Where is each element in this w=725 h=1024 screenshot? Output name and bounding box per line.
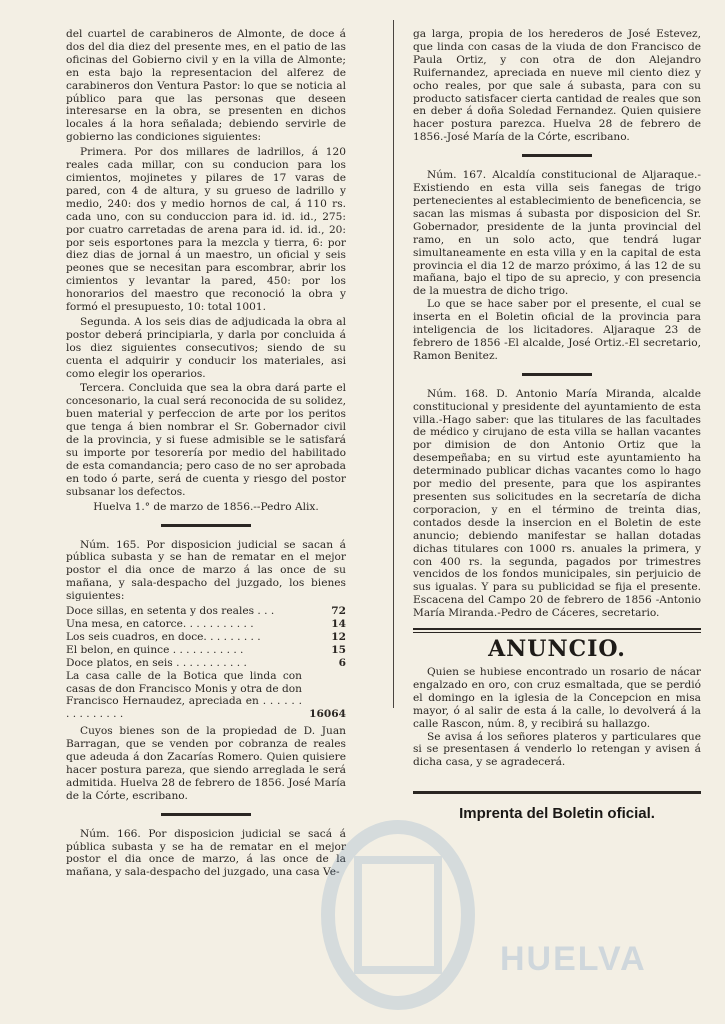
notice-166-continued: ga larga, propia de los herederos de José Estevez, que linda con casas de la viuda de don Francisco de Paula Ortiz, y con otra de don Alejandro Ruifernandez, apreciada en nueve mil ciento diez y ocho reales, por que sale á subasta, para con su producto satisfacer cierta cantidad de reales que son en deber á doña Soledad Fernandez. Quien quisiere hacer postura parezca. Huelva 28 de febrero de 1856.-José María de la Córte, escribano. bbox=[413, 28, 701, 144]
column-divider bbox=[393, 20, 394, 708]
section-rule bbox=[161, 524, 251, 527]
casa-label: La casa calle de la Botica que linda con casas de don Francisco Monis y otra de don Francisco Hernaudez, apreciada en . . . . . . . . . . . . . . . bbox=[66, 669, 302, 721]
left-column bbox=[66, 28, 346, 879]
notice-165-intro: Núm. 165. Por disposicion judicial se sacan á pública subasta y se han de rematar en el mejor postor el dia once de marzo á las once de su mañana, y sala-despacho del juzgado, los bienes siguientes: bbox=[66, 538, 346, 603]
imprenta-rule bbox=[413, 791, 701, 794]
notice-167-publication: Lo que se hace saber por el presente, el cual se inserta en el Boletin oficial de la provincia para inteligencia de los licitadores. Aljaraque 23 de febrero de 1856 -El alcalde, José Ortiz.-El secretario, Ramon Benitez. bbox=[413, 298, 701, 362]
item-label: Los seis cuadros, en doce. . . . . . . . . bbox=[66, 630, 261, 643]
intro-paragraph: del cuartel de carabineros de Almonte, de doce á dos del dia diez del presente mes, en el patio de las oficinas del Gobierno civil y en la villa de Almonte; en esta bajo la representacion del alferez de carabineros don Ventura Pastor: lo que se noticia al público para que las personas que deseen interesarse en la obra, se presenten en dichos locales á la hora señalada; debiendo servirle de gobierno las condiciones siguientes: bbox=[66, 28, 346, 144]
notice-167: Núm. 167. Alcaldía constitucional de Aljaraque.-Existiendo en esta villa seis fanegas de trigo pertenecientes al establecimiento de beneficencia, se sacan las mismas á subasta por disposicion del Sr. Gobernador, presidente de la junta provincial del ramo, en un solo acto, que tendrá lugar simultaneamente en esta villa y en la capital de esta provincia el dia 12 de marzo próximo, á las 12 de su mañana, bajo el tipo de su aprecio, y con presencia de la muestra de dicho trigo. bbox=[413, 169, 701, 298]
item-value: 15 bbox=[331, 643, 346, 656]
item-value: 12 bbox=[331, 630, 346, 643]
item-label: Una mesa, en catorce. . . . . . . . . . . bbox=[66, 617, 254, 630]
notice-166-start: Núm. 166. Por disposicion judicial se sacá á pública subasta y se ha de rematar en el mejor postor el dia once de marzo, á las once de la mañana, y sala-despacho del juzgado, una casa Ve- bbox=[66, 827, 346, 879]
list-item bbox=[66, 644, 346, 657]
condition-segunda: Segunda. A los seis dias de adjudicada la obra al postor deberá principiarla, y darla por concluida á los diez siguientes consecutivos; siendo de su cuenta el adquirir y conducir los materiales, asi como elegir los operarios. bbox=[66, 315, 346, 380]
item-label: Doce platos, en seis . . . . . . . . . . . bbox=[66, 656, 247, 669]
item-label: El belon, en quince . . . . . . . . . . . bbox=[66, 643, 244, 656]
section-rule bbox=[522, 373, 592, 376]
imprenta-footer: Imprenta del Boletin oficial. bbox=[459, 805, 655, 823]
watermark-text: HUELVA bbox=[500, 940, 647, 978]
item-label: Doce sillas, en setenta y dos reales . . . bbox=[66, 605, 275, 618]
anuncio-rosary: Quien se hubiese encontrado un rosario de nácar engalzado en oro, con cruz esmaltada, que se perdió el domingo en la iglesia de la Concepcion en misa mayor, ó al salir de esta á la calle, lo devolverá á la calle Rascon, núm. 8, y recibirá su hallazgo. bbox=[413, 665, 701, 730]
condition-primera: Primera. Por dos millares de ladrillos, á 120 reales cada millar, con su conducion para los cimientos, mojinetes y pilares de 17 varas de pared, con 4 de altura, y su grueso de ladrillo y medio, 240: dos y medio hornos de cal, á 110 rs. cada uno, con su conduccion para id. id. id., 275: por cuatro carretadas de arena para id. id. id., 20: por seis esportones para la mezcla y tierra, 6: por diez dias de jornal á un maestro, un oficial y seis peones que se necesitan para escombrar, abrir los cimientos y levantar la pared, 450: por los honorarios del maestro que reconoció la obra y formó el presupuesto, 10: total 1001. bbox=[66, 146, 346, 314]
item-value: 14 bbox=[331, 617, 346, 630]
archive-seal-icon bbox=[318, 820, 648, 1010]
item-value: 6 bbox=[338, 656, 346, 669]
condition-tercera: Tercera. Concluida que sea la obra dará parte el concesonario, la cual será reconocida de su solidez, buen material y perfeccion de arte por los peritos que tenga á bien nombrar el Sr. Gobernador civil de la provincia, y si fuese admisible se le satisfará su importe por tesorería por medio del habilitado de esta comandancia; pero caso de no ser aprobada en todo ó parte, será de cuenta y riesgo del postor subsanar los defectos. bbox=[66, 382, 346, 498]
item-value: 72 bbox=[331, 605, 346, 618]
list-item bbox=[66, 631, 346, 644]
list-item bbox=[66, 618, 346, 631]
section-rule bbox=[522, 154, 592, 157]
anuncio-heading: ANUNCIO. bbox=[488, 636, 626, 663]
anuncio-silversmiths: Se avisa á los señores plateros y particulares que si se presentasen á venderlo lo retengan y avisen á dicha casa, y se agradecerá. bbox=[413, 730, 701, 769]
list-item bbox=[66, 657, 346, 670]
list-item-casa bbox=[66, 670, 346, 722]
right-column bbox=[413, 28, 701, 821]
goods-list bbox=[66, 605, 346, 721]
list-item bbox=[66, 605, 346, 618]
notice-168: Núm. 168. D. Antonio María Miranda, alcalde constitucional y presidente del ayuntamiento de esta villa.-Hago saber: que las titulares de las facultades de médico y cirujano de esta villa se hallan vacantes por dimision de don Antonio Ortiz que la desempeñaba; en su virtud este ayuntamiento ha determinado publicar dichas vacantes como lo hago por medio del presente, para que los aspirantes presenten sus solicitudes en la secretaría de dicha corporacion, y en el término de treinta dias, contados desde la insercion en el Boletin de este anuncio; debiendo manifestar se hallan dotadas dichas titulares con 1000 rs. anuales la primera, y con 400 rs. la segunda, pagados por trimestres vencidos de los fondos municipales, sin perjuicio de sus igualas. Y para su publicidad se fija el presente. Escacena del Campo 20 de febrero de 1856 -Antonio María Miranda.-Pedro de Cáceres, secretario. bbox=[413, 387, 701, 620]
casa-value: 16064 bbox=[309, 708, 346, 721]
notice-165-rest: Cuyos bienes son de la propiedad de D. Juan Barragan, que se venden por cobranza de reales que adeuda á don Zacarías Romero. Quien quisiere hacer postura pareza, que siendo arreglada le será admitida. Huelva 28 de febrero de 1856. José María de la Córte, escribano. bbox=[66, 725, 346, 802]
signature-alix: Huelva 1.° de marzo de 1856.--Pedro Alix. bbox=[93, 500, 319, 513]
double-rule bbox=[413, 628, 701, 633]
section-rule bbox=[161, 813, 251, 816]
